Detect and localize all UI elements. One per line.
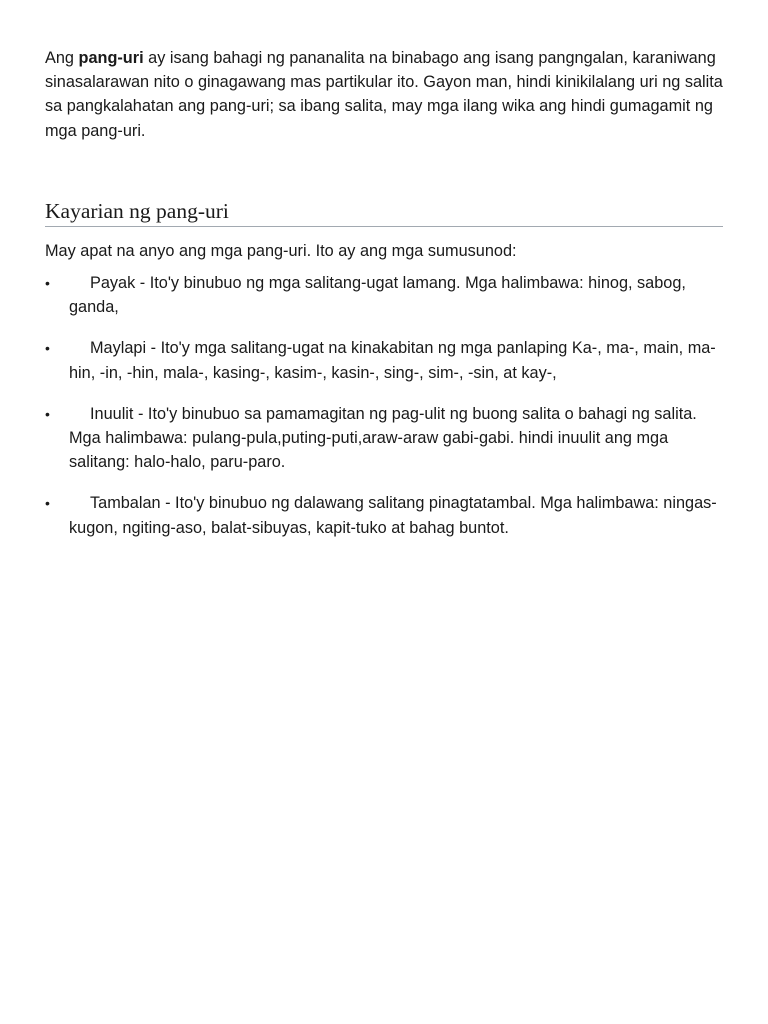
- document-page: [45, 46, 725, 557]
- bullet-icon: •: [45, 340, 50, 357]
- bullet-icon: •: [45, 495, 50, 512]
- section-lead: May apat na anyo ang mga pang-uri. Ito ay ang mga sumusunod:: [45, 241, 517, 260]
- forms-list: [45, 271, 725, 540]
- list-item: [45, 402, 725, 475]
- list-item-text: Maylapi - Ito'y mga salitang-ugat na kinakabitan ng mga panlaping Ka-, ma-, main, ma-hin, -in, -hin, mala-, kasing-, kasim-, kasin-, sing-, sim-, -sin, at kay-,: [69, 339, 716, 382]
- bullet-icon: •: [45, 405, 50, 422]
- list-item: [45, 271, 725, 319]
- list-item: [45, 336, 725, 384]
- list-item: [45, 491, 725, 539]
- list-item-text: Tambalan - Ito'y binubuo ng dalawang salitang pinagtatambal. Mga halimbawa: ningas-kugon, ngiting-aso, balat-sibuyas, kapit-tuko at bahag buntot.: [69, 494, 717, 537]
- intro-paragraph: [45, 46, 725, 143]
- list-item-text: Inuulit - Ito'y binubuo sa pamamagitan ng pag-ulit ng buong salita o bahagi ng salita. Mga halimbawa: pulang-pula,puting-puti,araw-araw gabi-gabi. hindi inuulit ang mga salitang: halo-halo, paru-paro.: [69, 404, 697, 472]
- bullet-icon: •: [45, 275, 50, 292]
- intro-rest: ay isang bahagi ng pananalita na binabago ang isang pangngalan, karaniwang sinasalarawan nito o ginagawang mas partikular ito. Gayon man, hindi kinikilalang uri ng salita sa pangkalahatan ang pang-uri; sa ibang salita, may mga ilang wika ang hindi gumagamit ng mga pang-uri.: [45, 49, 723, 140]
- section-heading: Kayarian ng pang-uri: [45, 198, 723, 227]
- intro-bold-term: pang-uri: [78, 49, 144, 67]
- list-item-text: Payak - Ito'y binubuo ng mga salitang-ugat lamang. Mga halimbawa: hinog, sabog, ganda,: [69, 274, 686, 317]
- intro-lead-word: Ang: [45, 49, 79, 67]
